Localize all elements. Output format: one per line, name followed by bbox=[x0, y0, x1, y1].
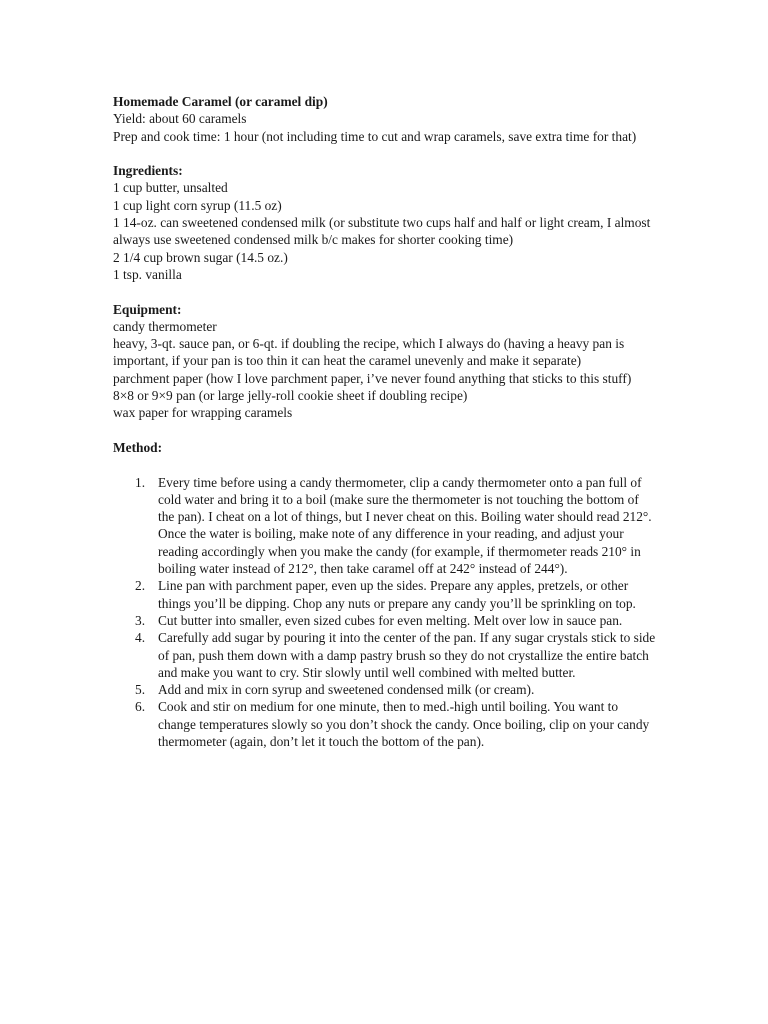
method-step bbox=[113, 681, 658, 698]
recipe-document bbox=[113, 93, 658, 750]
ingredient-item: 1 14-oz. can sweetened condensed milk (or substitute two cups half and half or light cream, I almost always use sweetened condensed milk b/c makes for shorter cooking time) bbox=[113, 215, 651, 248]
method-step bbox=[113, 698, 658, 750]
spacer bbox=[113, 145, 658, 162]
step-number: 6. bbox=[135, 699, 146, 715]
spacer bbox=[113, 422, 658, 439]
method-step bbox=[113, 612, 658, 629]
method-step bbox=[113, 577, 658, 612]
spacer bbox=[113, 283, 658, 300]
step-text: Cook and stir on medium for one minute, then to med.-high until boiling. You want to change temperatures slowly so you don’t shock the candy. Once boiling, clip on your candy thermometer (again, don’t let it touch the bottom of the pan). bbox=[158, 699, 650, 749]
ingredient-item: 1 cup butter, unsalted bbox=[113, 180, 228, 196]
step-number: 5. bbox=[135, 682, 146, 698]
ingredients-list bbox=[113, 179, 658, 283]
step-text: Carefully add sugar by pouring it into the center of the pan. If any sugar crystals stick to side of pan, push them down with a damp pastry brush so they do not crystallize the entire batch and make you want to cry. Stir slowly until well combined with melted butter. bbox=[158, 630, 656, 680]
method-step bbox=[113, 474, 658, 578]
equipment-item: candy thermometer bbox=[113, 318, 217, 334]
ingredient-item: 1 cup light corn syrup (11.5 oz) bbox=[113, 197, 282, 213]
step-text: Line pan with parchment paper, even up the sides. Prepare any apples, pretzels, or other things you’ll be dipping. Chop any nuts or prepare any candy you’ll be sprinkling on top. bbox=[158, 578, 636, 611]
recipe-time: Prep and cook time: 1 hour (not including time to cut and wrap caramels, save extra time for that) bbox=[113, 128, 637, 144]
method-step bbox=[113, 629, 658, 681]
step-text: Cut butter into smaller, even sized cubes for even melting. Melt over low in sauce pan. bbox=[158, 612, 623, 628]
equipment-list bbox=[113, 318, 658, 422]
equipment-heading: Equipment: bbox=[113, 301, 182, 317]
method-heading: Method: bbox=[113, 439, 163, 455]
step-number: 4. bbox=[135, 630, 146, 646]
equipment-item: wax paper for wrapping caramels bbox=[113, 405, 293, 421]
spacer bbox=[113, 456, 658, 473]
method-steps bbox=[113, 474, 658, 751]
step-number: 1. bbox=[135, 474, 146, 490]
ingredient-item: 1 tsp. vanilla bbox=[113, 266, 182, 282]
recipe-yield: Yield: about 60 caramels bbox=[113, 111, 247, 127]
step-text: Every time before using a candy thermometer, clip a candy thermometer onto a pan full of cold water and bring it to a boil (make sure the thermometer is not touching the bottom of the pan). I cheat on a lot of things, but I never cheat on this. Boiling water should read 212°. Once the water is boiling, make note of any difference in your reading, and adjust your reading accordingly when you make the candy (for example, if thermometer reads 210° in boiling water instead of 212°, then take caramel off at 242° instead of 244°). bbox=[158, 474, 652, 577]
equipment-item: heavy, 3-qt. sauce pan, or 6-qt. if doubling the recipe, which I always do (having a heavy pan is important, if your pan is too thin it can heat the caramel unevenly and make it separate) bbox=[113, 336, 625, 369]
equipment-item: 8×8 or 9×9 pan (or large jelly-roll cookie sheet if doubling recipe) bbox=[113, 388, 468, 404]
step-number: 3. bbox=[135, 612, 146, 628]
ingredient-item: 2 1/4 cup brown sugar (14.5 oz.) bbox=[113, 249, 288, 265]
ingredients-heading: Ingredients: bbox=[113, 163, 183, 179]
step-number: 2. bbox=[135, 578, 146, 594]
equipment-item: parchment paper (how I love parchment paper, i’ve never found anything that sticks to this stuff) bbox=[113, 370, 632, 386]
recipe-title: Homemade Caramel (or caramel dip) bbox=[113, 94, 328, 109]
step-text: Add and mix in corn syrup and sweetened condensed milk (or cream). bbox=[158, 682, 535, 698]
